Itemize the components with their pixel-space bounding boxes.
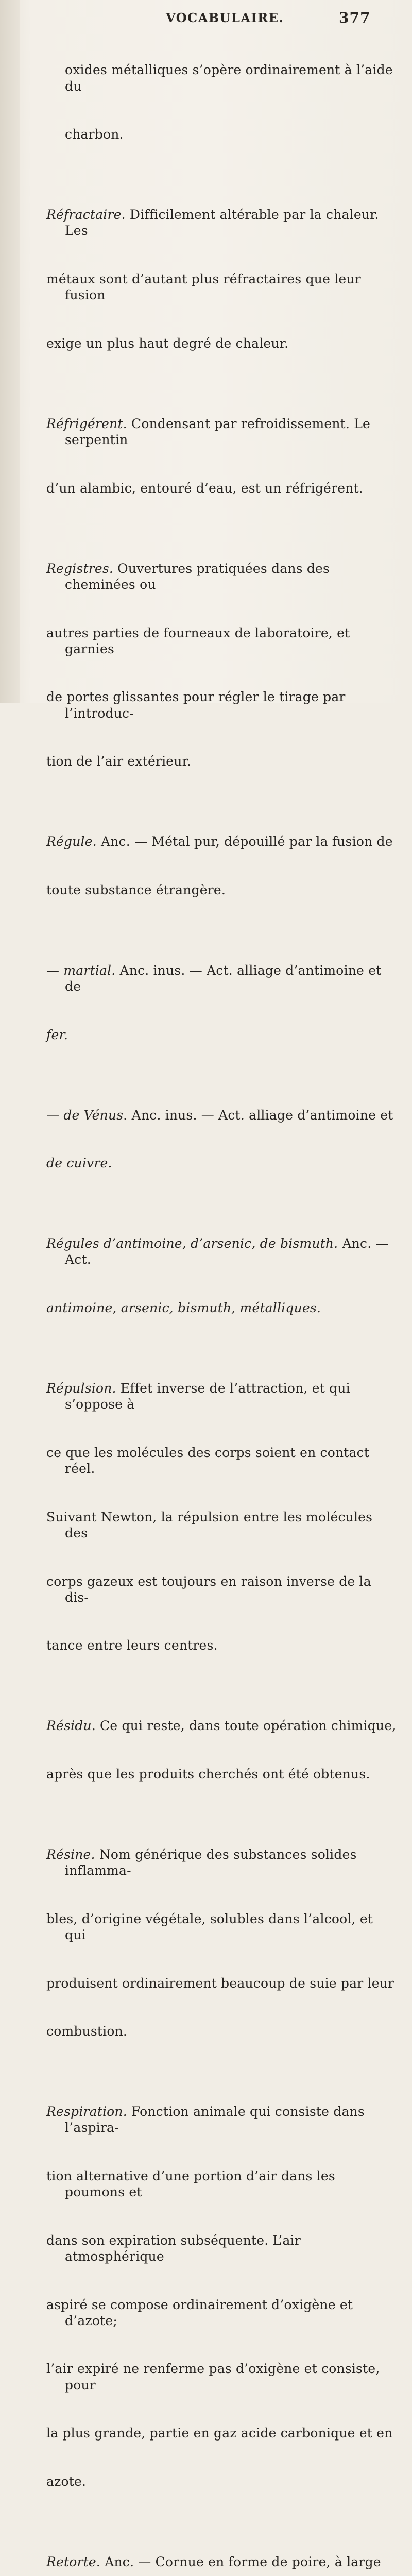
entry-line: d’un alambic, entouré d’eau, est un réfrigérent. bbox=[46, 480, 363, 496]
page-header bbox=[0, 10, 412, 27]
entry-line: ce que les molécules des corps soient en contact réel. bbox=[46, 1445, 374, 1477]
entry-line: antimoine, arsenic, bismuth, métalliques. bbox=[46, 1300, 321, 1316]
entry-line: Fonction animale qui consiste dans l’aspira- bbox=[65, 2104, 369, 2136]
entry-line: autres parties de fourneaux de laboratoire, et garnies bbox=[46, 625, 354, 656]
entry-line: après que les produits cherchés ont été obtenus. bbox=[46, 1766, 370, 1782]
entry-line: métaux sont d’autant plus réfractaires que leur fusion bbox=[46, 272, 366, 303]
entry-line: dans son expiration subséquente. L’air atmosphérique bbox=[46, 2232, 305, 2264]
entry-line: Difficilement altérable par la chaleur. Les bbox=[65, 207, 383, 239]
entry-line: tance entre leurs centres. bbox=[46, 1638, 218, 1653]
entry-continuation bbox=[46, 30, 397, 175]
entry-respiration bbox=[46, 2072, 397, 2522]
entry-line: produisent ordinairement beaucoup de suie par leur bbox=[46, 1975, 394, 1991]
entry-line: tion de l’air extérieur. bbox=[46, 754, 192, 769]
entry-line: Anc. inus. — Act. alliage d’antimoine et de bbox=[65, 962, 386, 994]
entry-regule-venus bbox=[46, 1075, 397, 1204]
entry-line: combustion. bbox=[46, 2024, 128, 2039]
headword: Régule. bbox=[46, 834, 97, 850]
entry-regule bbox=[46, 802, 397, 930]
entry-refrigerent bbox=[46, 383, 397, 528]
entry-line: la plus grande, partie en gaz acide carbonique et en bbox=[46, 2426, 393, 2441]
entry-line: bles, d’origine végétale, solubles dans l’alcool, et qui bbox=[46, 1911, 377, 1942]
entry-line: Ce qui reste, dans toute opération chimique, bbox=[95, 1718, 397, 1734]
entry-registres bbox=[46, 528, 397, 801]
headword: Régules d’antimoine, d’arsenic, de bismuth. bbox=[46, 1236, 338, 1251]
entry-line: l’air expiré ne renferme pas d’oxigène et consiste, pour bbox=[46, 2361, 384, 2393]
entry-line: oxides métalliques s’opère ordinairement à l’aide du bbox=[65, 62, 397, 94]
page-number: 377 bbox=[339, 9, 371, 26]
entry-line: Suivant Newton, la répulsion entre les molécules des bbox=[46, 1509, 377, 1540]
entry-resine bbox=[46, 1815, 397, 2072]
entry-line: exige un plus haut degré de chaleur. bbox=[46, 335, 289, 351]
entry-line: Anc. inus. — Act. alliage d’antimoine et bbox=[127, 1107, 393, 1123]
entry-line: azote. bbox=[46, 2473, 87, 2489]
headword: Réfrigérent. bbox=[46, 416, 127, 431]
entry-repulsion bbox=[46, 1348, 397, 1686]
entry-line: Anc. — Métal pur, dépouillé par la fusion de bbox=[96, 834, 393, 850]
vocabulary-entries bbox=[46, 30, 397, 2576]
page-gutter-shadow bbox=[0, 0, 20, 703]
entry-line: Anc. — Act. bbox=[65, 1236, 393, 1267]
entry-line: toute substance étrangère. bbox=[46, 882, 226, 897]
entry-line: Condensant par refroidissement. Le serpentin bbox=[65, 416, 375, 448]
headword: Réfractaire. bbox=[46, 207, 126, 223]
entry-line: de portes glissantes pour régler le tirage par l’introduc- bbox=[46, 689, 350, 721]
headword: — martial. bbox=[46, 962, 116, 978]
entry-line: aspiré se compose ordinairement d’oxigène et d’azote; bbox=[46, 2297, 357, 2328]
headword: Registres. bbox=[46, 561, 114, 576]
entry-retorte bbox=[46, 2521, 397, 2576]
entry-line: charbon. bbox=[65, 127, 124, 142]
headword: Résine. bbox=[46, 1846, 95, 1862]
entry-line: fer. bbox=[46, 1027, 68, 1042]
headword: Répulsion. bbox=[46, 1381, 116, 1396]
headword: Respiration. bbox=[46, 2104, 127, 2120]
entry-line: tion alternative d’une portion d’air dans les poumons et bbox=[46, 2168, 340, 2200]
entry-line: Ouvertures pratiquées dans des cheminées ou bbox=[65, 561, 334, 592]
entry-line: Effet inverse de l’attraction, et qui s’oppose à bbox=[65, 1381, 354, 1412]
entry-refractaire bbox=[46, 175, 397, 384]
headword: Retorte. bbox=[46, 2554, 101, 2569]
entry-line: corps gazeux est toujours en raison inverse de la dis- bbox=[46, 1573, 376, 1605]
entry-line: de cuivre. bbox=[46, 1156, 112, 1171]
entry-line: Nom générique des substances solides inflamma- bbox=[65, 1846, 361, 1878]
entry-residu bbox=[46, 1686, 397, 1815]
entry-regules bbox=[46, 1204, 397, 1348]
running-head: VOCABULAIRE. bbox=[166, 10, 284, 25]
headword: Résidu. bbox=[46, 1718, 96, 1734]
headword: — de Vénus. bbox=[46, 1107, 128, 1123]
entry-line: Anc. — Cornue en forme de poire, à large bbox=[100, 2554, 381, 2569]
entry-regule-martial bbox=[46, 930, 397, 1075]
